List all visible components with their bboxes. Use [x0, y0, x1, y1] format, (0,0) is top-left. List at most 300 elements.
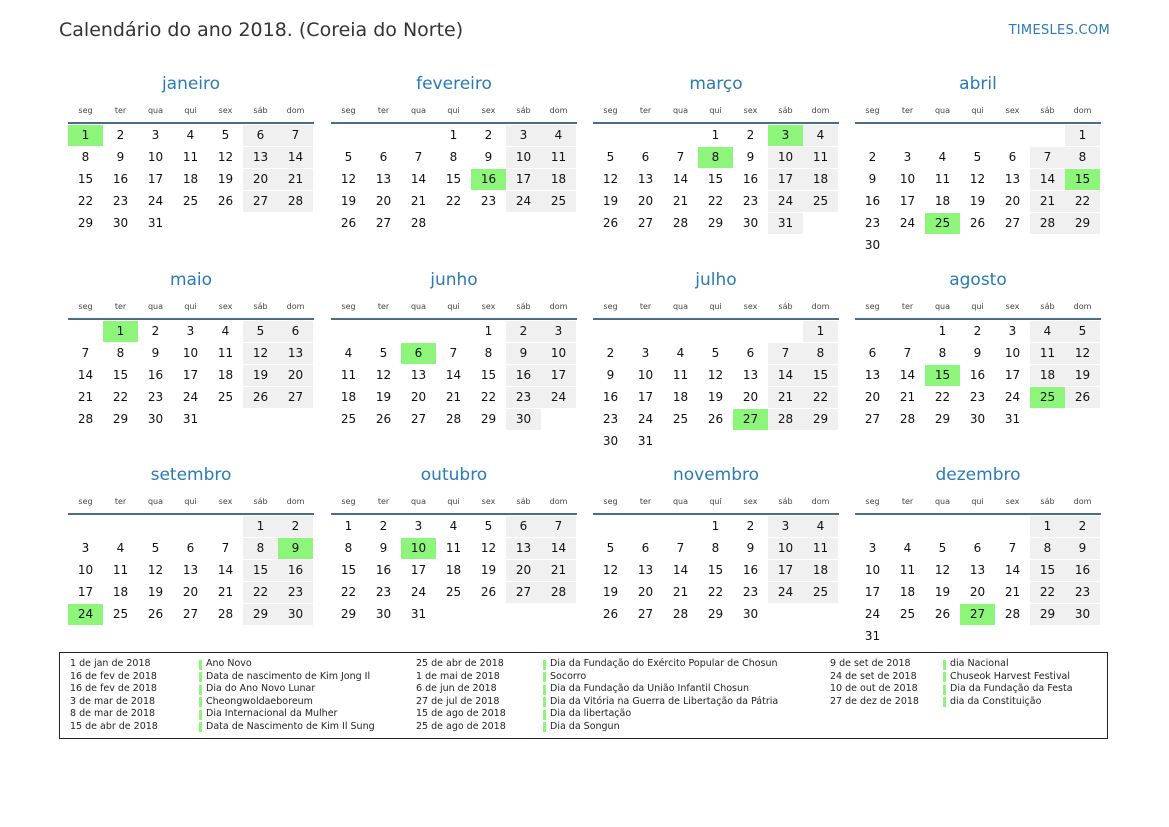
day-cell: 24 [506, 191, 541, 212]
day-cell: 14 [541, 538, 576, 559]
day-cell: 19 [707, 390, 724, 404]
holiday-day-cell: 6 [401, 343, 436, 364]
weekday-label: qua [410, 302, 427, 311]
day-cell: 29 [1065, 213, 1100, 234]
day-cell: 11 [182, 150, 199, 164]
day-cell: 20 [969, 585, 986, 599]
holiday-day-cell: 15 [1065, 169, 1100, 190]
weekday-label: sáb [253, 497, 268, 506]
day-cell: 18 [1030, 365, 1065, 386]
day-cell: 10 [147, 150, 164, 164]
day-cell: 9 [746, 150, 755, 164]
day-cell: 13 [375, 172, 392, 186]
weekday-label: sex [743, 106, 758, 115]
day-cell: 28 [77, 412, 94, 426]
month-divider [593, 513, 839, 515]
weekday-label: sáb [778, 106, 793, 115]
day-cell: 31 [410, 607, 427, 621]
day-cell: 9 [151, 346, 160, 360]
day-cell: 4 [541, 125, 576, 146]
day-cell: 23 [147, 390, 164, 404]
weekday-label: seg [865, 106, 880, 115]
day-cell: 2 [973, 324, 982, 338]
day-cell: 30 [969, 412, 986, 426]
day-cell: 13 [278, 343, 313, 364]
day-cell: 21 [672, 194, 689, 208]
brand-link[interactable]: TIMESLES.COM [1008, 23, 1110, 38]
day-cell: 7 [541, 516, 576, 537]
weekday-label: sáb [1040, 106, 1055, 115]
day-cell: 11 [340, 368, 357, 382]
weekday-label: qua [672, 106, 689, 115]
month-name: janeiro [161, 74, 221, 94]
month-name: setembro [150, 465, 232, 485]
day-cell: 22 [707, 585, 724, 599]
day-cell: 28 [1004, 607, 1021, 621]
day-cell: 27 [1004, 216, 1021, 230]
day-cell: 12 [243, 343, 278, 364]
day-cell: 13 [506, 538, 541, 559]
day-cell: 29 [112, 412, 129, 426]
weekday-label: ter [639, 302, 652, 311]
day-cell: 1 [711, 128, 720, 142]
legend-holiday-marker [943, 672, 946, 682]
day-cell: 16 [112, 172, 129, 186]
day-cell: 8 [484, 346, 493, 360]
holiday-day-cell: 15 [925, 365, 960, 386]
day-cell: 17 [182, 368, 199, 382]
weekday-label: qui [447, 106, 460, 115]
day-cell: 8 [1030, 538, 1065, 559]
day-cell: 10 [637, 368, 654, 382]
day-cell: 3 [414, 519, 423, 533]
month-divider [855, 513, 1101, 515]
day-cell: 2 [606, 346, 615, 360]
day-cell: 10 [768, 147, 803, 168]
day-cell: 28 [445, 412, 462, 426]
day-cell: 2 [278, 516, 313, 537]
month-divider [331, 122, 577, 124]
day-cell: 7 [1030, 147, 1065, 168]
day-cell: 10 [768, 538, 803, 559]
day-cell: 23 [278, 582, 313, 603]
legend-holiday-name: Dia da Songun [550, 720, 620, 732]
legend-holiday-marker [943, 685, 946, 695]
month-name: maio [169, 270, 213, 290]
weekday-label: seg [865, 302, 880, 311]
day-cell: 11 [672, 368, 689, 382]
day-cell: 26 [602, 607, 619, 621]
legend-holiday-marker [543, 660, 546, 670]
day-cell: 1 [1065, 125, 1100, 146]
day-cell: 22 [340, 585, 357, 599]
weekday-label: qua [147, 302, 164, 311]
legend-holiday-marker [199, 685, 202, 695]
day-cell: 8 [344, 541, 353, 555]
day-cell: 12 [707, 368, 724, 382]
day-cell: 25 [541, 191, 576, 212]
holiday-day-cell: 1 [103, 321, 138, 342]
legend-holiday-name: dia da Constituição [950, 695, 1042, 707]
day-cell: 26 [707, 412, 724, 426]
legend-date: 27 de jul de 2018 [416, 695, 500, 707]
legend-holiday-marker [543, 672, 546, 682]
day-cell: 2 [746, 128, 755, 142]
day-cell: 25 [803, 582, 838, 603]
day-cell: 7 [81, 346, 90, 360]
day-cell: 1 [938, 324, 947, 338]
weekday-label: qui [709, 497, 722, 506]
weekday-label: ter [377, 497, 390, 506]
day-cell: 11 [803, 147, 838, 168]
day-cell: 16 [742, 563, 759, 577]
month-setembro [68, 465, 314, 655]
day-cell: 5 [606, 541, 615, 555]
day-cell: 26 [969, 216, 986, 230]
weekday-label: ter [377, 106, 390, 115]
day-cell: 7 [768, 343, 803, 364]
day-cell: 9 [379, 541, 388, 555]
day-cell: 28 [1030, 213, 1065, 234]
day-cell: 21 [541, 560, 576, 581]
day-cell: 23 [112, 194, 129, 208]
day-cell: 30 [278, 604, 313, 625]
day-cell: 3 [768, 516, 803, 537]
day-cell: 10 [182, 346, 199, 360]
day-cell: 19 [602, 194, 619, 208]
day-cell: 22 [707, 194, 724, 208]
legend-date: 25 de ago de 2018 [416, 720, 506, 732]
day-cell: 28 [541, 582, 576, 603]
day-cell: 16 [969, 368, 986, 382]
legend-holiday-marker [943, 697, 946, 707]
day-cell: 20 [506, 560, 541, 581]
weekday-label: ter [114, 302, 127, 311]
weekday-label: sáb [778, 497, 793, 506]
day-cell: 17 [768, 169, 803, 190]
day-cell: 27 [506, 582, 541, 603]
day-cell: 9 [606, 368, 615, 382]
day-cell: 12 [340, 172, 357, 186]
day-cell: 25 [445, 585, 462, 599]
day-cell: 24 [637, 412, 654, 426]
month-name: dezembro [935, 465, 1021, 485]
month-divider [855, 318, 1101, 320]
month-divider [331, 318, 577, 320]
legend-holiday-marker [199, 697, 202, 707]
day-cell: 4 [186, 128, 195, 142]
day-cell: 21 [410, 194, 427, 208]
day-cell: 3 [151, 128, 160, 142]
day-cell: 29 [707, 216, 724, 230]
day-cell: 4 [803, 516, 838, 537]
page-title: Calendário do ano 2018. (Coreia do Norte) [59, 19, 464, 41]
day-cell: 12 [1065, 343, 1100, 364]
legend-holiday-marker [543, 710, 546, 720]
weekday-label: sex [218, 106, 233, 115]
holiday-day-cell: 16 [471, 169, 506, 190]
weekday-label: qui [447, 302, 460, 311]
day-cell: 26 [375, 412, 392, 426]
day-cell: 21 [672, 585, 689, 599]
day-cell: 21 [217, 585, 234, 599]
legend-holiday-name: Dia Internacional da Mulher [206, 708, 338, 719]
day-cell: 4 [938, 150, 947, 164]
day-cell: 1 [711, 519, 720, 533]
day-cell: 1 [243, 516, 278, 537]
weekday-label: qua [934, 302, 951, 311]
day-cell: 22 [1030, 582, 1065, 603]
day-cell: 15 [340, 563, 357, 577]
month-divider [593, 122, 839, 124]
weekday-label: sáb [778, 302, 793, 311]
day-cell: 6 [746, 346, 755, 360]
weekday-label: dom [811, 302, 830, 311]
weekday-label: ter [377, 302, 390, 311]
month-maio [68, 270, 314, 460]
day-cell: 2 [746, 519, 755, 533]
day-cell: 13 [182, 563, 199, 577]
day-cell: 2 [868, 150, 877, 164]
day-cell: 3 [541, 321, 576, 342]
day-cell: 8 [81, 150, 90, 164]
day-cell: 24 [410, 585, 427, 599]
day-cell: 17 [1004, 368, 1021, 382]
month-março [593, 74, 839, 264]
day-cell: 15 [803, 365, 838, 386]
day-cell: 10 [864, 563, 881, 577]
weekday-label: dom [1073, 302, 1092, 311]
day-cell: 23 [375, 585, 392, 599]
day-cell: 23 [742, 194, 759, 208]
day-cell: 14 [1004, 563, 1021, 577]
day-cell: 5 [221, 128, 230, 142]
day-cell: 14 [1030, 169, 1065, 190]
day-cell: 6 [641, 541, 650, 555]
month-name: novembro [672, 465, 760, 485]
month-novembro [593, 465, 839, 655]
day-cell: 10 [899, 172, 916, 186]
day-cell: 30 [1065, 604, 1100, 625]
day-cell: 15 [707, 172, 724, 186]
legend-holiday-marker [543, 722, 546, 732]
weekday-label: dom [811, 497, 830, 506]
day-cell: 1 [449, 128, 458, 142]
day-cell: 24 [147, 194, 164, 208]
day-cell: 1 [344, 519, 353, 533]
weekday-label: sáb [1040, 302, 1055, 311]
day-cell: 31 [768, 213, 803, 234]
day-cell: 25 [803, 191, 838, 212]
day-cell: 28 [768, 409, 803, 430]
day-cell: 26 [243, 387, 278, 408]
day-cell: 17 [147, 172, 164, 186]
weekday-label: sáb [516, 497, 531, 506]
day-cell: 13 [969, 563, 986, 577]
day-cell: 4 [803, 125, 838, 146]
day-cell: 9 [1065, 538, 1100, 559]
day-cell: 3 [868, 541, 877, 555]
day-cell: 12 [969, 172, 986, 186]
day-cell: 13 [742, 368, 759, 382]
weekday-label: qui [447, 497, 460, 506]
day-cell: 22 [803, 387, 838, 408]
month-name: março [689, 74, 743, 94]
day-cell: 17 [410, 563, 427, 577]
legend-holiday-marker [199, 672, 202, 682]
legend-date: 16 de fev de 2018 [70, 683, 157, 694]
day-cell: 16 [602, 390, 619, 404]
day-cell: 27 [243, 191, 278, 212]
legend-date: 25 de abr de 2018 [416, 658, 504, 669]
day-cell: 29 [243, 604, 278, 625]
day-cell: 14 [445, 368, 462, 382]
day-cell: 19 [602, 585, 619, 599]
day-cell: 19 [1065, 365, 1100, 386]
day-cell: 20 [410, 390, 427, 404]
day-cell: 6 [1008, 150, 1017, 164]
day-cell: 27 [637, 216, 654, 230]
weekday-label: sex [1005, 497, 1020, 506]
day-cell: 10 [506, 147, 541, 168]
day-cell: 31 [147, 216, 164, 230]
weekday-label: qua [672, 302, 689, 311]
month-divider [855, 122, 1101, 124]
day-cell: 16 [278, 560, 313, 581]
weekday-label: ter [639, 497, 652, 506]
day-cell: 6 [506, 516, 541, 537]
day-cell: 16 [864, 194, 881, 208]
day-cell: 7 [676, 150, 685, 164]
legend-date: 27 de dez de 2018 [830, 695, 919, 707]
day-cell: 24 [768, 582, 803, 603]
weekday-label: sex [481, 106, 496, 115]
day-cell: 28 [410, 216, 427, 230]
weekday-label: dom [1073, 106, 1092, 115]
holiday-day-cell: 25 [1030, 387, 1065, 408]
day-cell: 3 [506, 125, 541, 146]
weekday-label: seg [603, 106, 618, 115]
day-cell: 28 [899, 412, 916, 426]
weekday-label: ter [114, 497, 127, 506]
day-cell: 5 [344, 150, 353, 164]
day-cell: 4 [344, 346, 353, 360]
legend-holiday-name: Dia da Vitória na Guerra de Libertação da Pátria [550, 695, 779, 707]
weekday-label: dom [286, 302, 305, 311]
weekday-label: qui [184, 106, 197, 115]
legend-holiday-name: Dia da Fundação da Festa [950, 683, 1073, 694]
weekday-label: sex [1005, 302, 1020, 311]
day-cell: 29 [340, 607, 357, 621]
day-cell: 19 [934, 585, 951, 599]
day-cell: 21 [768, 387, 803, 408]
day-cell: 5 [379, 346, 388, 360]
day-cell: 9 [868, 172, 877, 186]
weekday-label: sex [1005, 106, 1020, 115]
month-name: junho [430, 270, 478, 290]
day-cell: 5 [711, 346, 720, 360]
month-divider [593, 318, 839, 320]
weekday-label: sáb [516, 106, 531, 115]
day-cell: 4 [221, 324, 230, 338]
month-outubro [331, 465, 577, 655]
day-cell: 23 [602, 412, 619, 426]
day-cell: 20 [182, 585, 199, 599]
weekday-label: qua [672, 497, 689, 506]
day-cell: 6 [641, 150, 650, 164]
day-cell: 18 [803, 169, 838, 190]
day-cell: 26 [217, 194, 234, 208]
weekday-label: sáb [253, 106, 268, 115]
day-cell: 20 [637, 194, 654, 208]
day-cell: 23 [1065, 582, 1100, 603]
day-cell: 22 [243, 582, 278, 603]
day-cell: 7 [449, 346, 458, 360]
weekday-label: seg [341, 302, 356, 311]
month-fevereiro [331, 74, 577, 264]
day-cell: 2 [484, 128, 493, 142]
day-cell: 23 [742, 585, 759, 599]
weekday-label: seg [78, 497, 93, 506]
day-cell: 29 [934, 412, 951, 426]
day-cell: 3 [641, 346, 650, 360]
weekday-label: ter [901, 302, 914, 311]
legend-holiday-name: Data de Nascimento de Kim Il Sung [206, 720, 375, 732]
legend-date: 10 de out de 2018 [830, 683, 918, 694]
day-cell: 21 [1030, 191, 1065, 212]
day-cell: 21 [77, 390, 94, 404]
holiday-day-cell: 3 [768, 125, 803, 146]
weekday-label: seg [865, 497, 880, 506]
day-cell: 5 [1065, 321, 1100, 342]
day-cell: 20 [1004, 194, 1021, 208]
day-cell: 19 [969, 194, 986, 208]
day-cell: 10 [541, 343, 576, 364]
day-cell: 19 [217, 172, 234, 186]
day-cell: 23 [506, 387, 541, 408]
day-cell: 27 [278, 387, 313, 408]
day-cell: 20 [637, 585, 654, 599]
weekday-label: qua [410, 106, 427, 115]
legend-date: 6 de jun de 2018 [416, 683, 497, 694]
day-cell: 27 [864, 412, 881, 426]
day-cell: 23 [480, 194, 497, 208]
legend-holiday-marker [543, 697, 546, 707]
day-cell: 16 [375, 563, 392, 577]
weekday-label: dom [549, 302, 568, 311]
day-cell: 21 [899, 390, 916, 404]
day-cell: 11 [899, 563, 916, 577]
day-cell: 9 [973, 346, 982, 360]
day-cell: 7 [676, 541, 685, 555]
day-cell: 25 [340, 412, 357, 426]
day-cell: 16 [742, 172, 759, 186]
day-cell: 26 [602, 216, 619, 230]
day-cell: 7 [221, 541, 230, 555]
day-cell: 6 [868, 346, 877, 360]
day-cell: 21 [445, 390, 462, 404]
day-cell: 26 [340, 216, 357, 230]
day-cell: 20 [375, 194, 392, 208]
holiday-day-cell: 27 [960, 604, 995, 625]
legend-date: 3 de mar de 2018 [70, 695, 156, 707]
legend-date: 1 de mai de 2018 [416, 670, 500, 682]
day-cell: 28 [278, 191, 313, 212]
day-cell: 30 [602, 434, 619, 448]
day-cell: 14 [217, 563, 234, 577]
day-cell: 29 [480, 412, 497, 426]
month-dezembro [855, 465, 1101, 655]
